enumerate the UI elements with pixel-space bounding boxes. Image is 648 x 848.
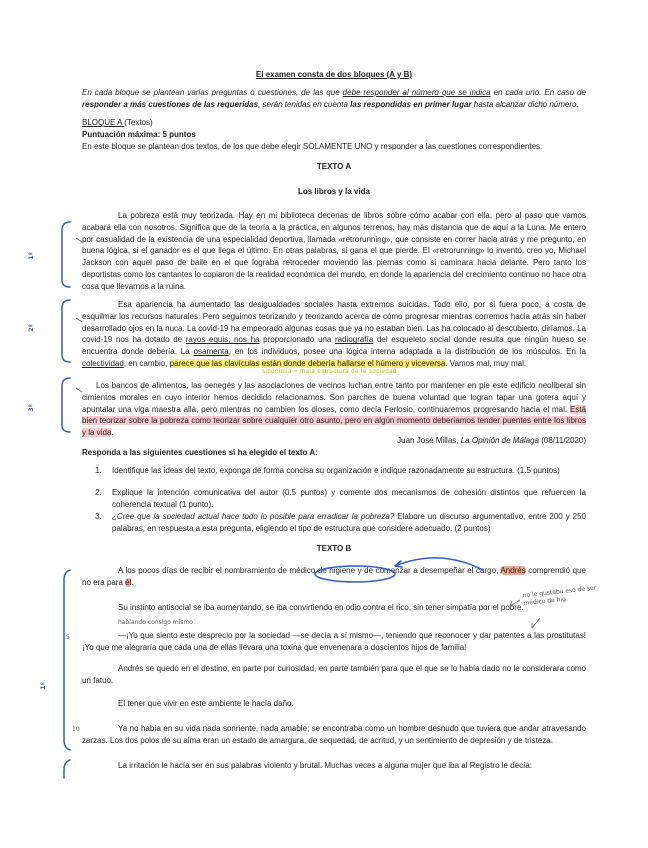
text: colectividad [82,358,124,368]
highlighted-text: él [125,577,132,587]
text: radiografía [335,335,374,345]
handwritten-note: no le gustaba eso de ser médico de hig. [522,584,597,608]
text: Los bancos de alimentos, las oenegés y las asociaciones de vecinos luchan entre tanto por mantener en pie este edificio neoliberal sin cimientos morales en cuyo interior hemos decidido relacionarnos. Son parches de buena voluntad que logran tapar una gotera aquí y apuntalar una viga maestra allá, pero mientras no cambien los dioses, como decía Ferlosio, continuaremos progresando hacia el mal. [82,381,586,414]
text: debe responder al número que se indica [342,88,491,97]
text: En cada bloque se plantean varias preguntas o cuestiones, de las que [82,88,343,97]
margin-number: 5 [66,634,70,641]
question-1: 1. Identifique las ideas del texto, exponga de forma concisa su organización e indique razonadamente su estructura. (1.5 puntos) [104,465,586,477]
max-score: Puntuación máxima: 5 puntos [82,129,196,139]
text: responder a más cuestiones de las requeridas [82,99,259,109]
text: osamenta [193,347,229,357]
bloque-subtitle: (Textos) [124,118,153,127]
margin-number: 1º [27,252,35,260]
texto-b-label: TEXTO B [316,544,352,553]
bracket-texto-b [64,570,70,750]
text: , serán tenidas en cuenta [258,99,351,109]
text: proporcionado una [259,335,336,345]
text: las respondidas en primer lugar [350,99,472,109]
margin-number: 3º [27,404,35,412]
bloque-description: En este bloque se plantean dos textos, de los que debe elegir SOLAMENTE UNO y responder a las cuestiones correspondientes. [82,141,543,151]
highlighted-text: Está bien teorizar sobre la pobreza como teorizar sobre cualquier otro asunto, pero en algún momento deberíamos tender puentes entre los libros y la vida [82,404,586,438]
pencil-arrow [532,618,540,628]
bloque-title: BLOQUE A [82,118,125,127]
texto-b-paragraph-4: Andrés se quedó en el destino, en parte por curiosidad, en parte también para que el que se lo había dado no le considerara como un fatuo. [82,664,586,685]
text: hasta alcanzar dicho número. [471,99,579,109]
bracket-paragraph-3 [62,378,70,432]
texto-b-paragraph-2: Su instinto antisocial se iba aumentando, se iba convirtiendo en odio contra el rico, sin tener simpatía por el pobre. [118,603,524,612]
text: Esa apariencia ha aumentado las desigualdades sociales hasta extremos suicidas. Todo ello, por si fuera poco, a costa de esquilmar los recursos naturales. Pero seguimos teorizando y teorizando acerca de cómo progresar mientras corremos hacia atrás sin haber desarrollado ojos en la nuca. La covid-19 ha empeorado algunas cosas que ya no estaban bien. Las ha colocado al descubierto, diríamos. La covid-19 nos ha dotado de [82,300,586,345]
text: rayos equis, nos ha [185,335,260,345]
bloque-a-header [82,117,586,152]
texto-b-paragraph-6: Ya no había en su vida nada sonriente, nada amable; se encontraba como un hombre desnudo que tuviera que andar atravesando zarzas. Los dos polos de su alma eran un estado de amargura, de sequedad, de acritud, y un sentimiento de depresión y de tristeza. [82,724,586,745]
questions-list [82,465,586,535]
text: . [111,428,114,438]
author: Juan José Millas, [397,436,461,445]
texto-a-paragraph-1: La pobreza está muy teorizada. Hay en mi biblioteca decenas de libros sobre cómo acabar con ella, pero al paso que vamos acabará ella con nosotros. Significa que de la teoría a la práctica, en algunos terrenos, hay más distancia que de aquí a la Luna. Me entero por casualidad de la existencia de una especialidad deportiva, llamada «retrorunning», que consiste en correr hacia atrás y me pregunto, en buena lógica, si el ganador es el que llega el último. En otras palabras, si gana el que pierde. El «retrorunning» lo inventó, creo yo, Michael Jackson con aquel paso de baile en el que lograba retroceder moviendo las piernas como si caminara hacia delante. Pero tanto los deportistas como los cantantes lo copiaron de la realidad económica del mundo, en donde la apariencia del crecimiento continuo no hace otra cosa que llevarnos a la ruina. [82,211,586,291]
author-citation [82,435,586,447]
handwritten-note: hablando consigo mismo [118,619,193,626]
texto-b-paragraph-7: La irritación le hacía ser en sus palabras violento y brutal. Muchas veces a alguna mujer que iba al Registro le decía: [118,761,533,770]
date: (08/11/2020) [539,436,586,445]
questions-title: Responda a las siguientes cuestiones si ha elegido el texto A: [82,448,318,457]
yellow-handwritten-note: sinonimia = mala estructura de la sociedad [262,369,397,375]
text: en cada uno. En caso de [490,88,586,97]
margin-number: 1º [39,682,47,690]
text: . Vamos mal, muy mal. [445,358,527,368]
text: comprendió que no era para [82,566,587,587]
question-2: 2. Explique la intención comunicativa del autor (0.5 puntos) y comente dos mecanismos de cohesión distintos que refuercen la coherencia textual (1 punto). [104,487,586,511]
text: , en cambio, [123,358,170,368]
margin-number: 2º [27,324,35,332]
text: Elabore un discurso argumentativo, entre 200 y 250 palabras, en respuesta a esta pregunta, eligiendo el tipo de estructura que considere adecuado. (2 puntos) [112,512,586,534]
texto-b-paragraph-5: El tener que vivir en este ambiente le hacía daño. [118,699,294,708]
texto-b-paragraph-3: —¡Yo que siento este desprecio por la sociedad —se decía a sí mismo—, teniendo que reconocer y dar patentes a las prostitutas! ¡Yo que me alegraría que cada una de ellas llevara una toxina que envenenara a doscientos hijos de familia! [82,631,586,652]
instructions [82,87,586,111]
text: ¿Cree que la sociedad actual hace todo lo posible para erradicar la pobreza? [112,512,395,522]
texto-b-paragraph-1 [82,565,586,589]
bracket-paragraph-2 [62,300,70,362]
text: A los pocos días de recibir el nombramiento de médico de higiene y de comenzar a desempeñar el cargo, [118,566,501,575]
text: del esqueleto social donde resulta que ningún hueso se encuentra donde debería. La [82,335,587,357]
texto-a-paragraph-2 [82,299,586,370]
source: La Opinión de Málaga [460,436,539,445]
texto-a-title: Los libros y la vida [297,187,371,196]
text: , en los individuos, posee una lógica interna adaptada a la distribución de los músculos. En la [228,347,586,357]
text: . [131,577,134,587]
highlighted-text: Andrés [500,566,526,575]
question-3 [104,511,586,535]
margin-number: 10 [72,726,80,733]
exam-title: El examen consta de dos bloques (A y B) [255,70,413,79]
highlighted-text: parece que las clavículas están donde debería hallarse el húmero y viceversa [169,358,446,368]
bracket-paragraph-1 [62,222,70,287]
texto-a-label: TEXTO A [316,162,352,171]
bracket-texto-b-2 [64,760,70,778]
texto-a-paragraph-3 [82,380,586,439]
